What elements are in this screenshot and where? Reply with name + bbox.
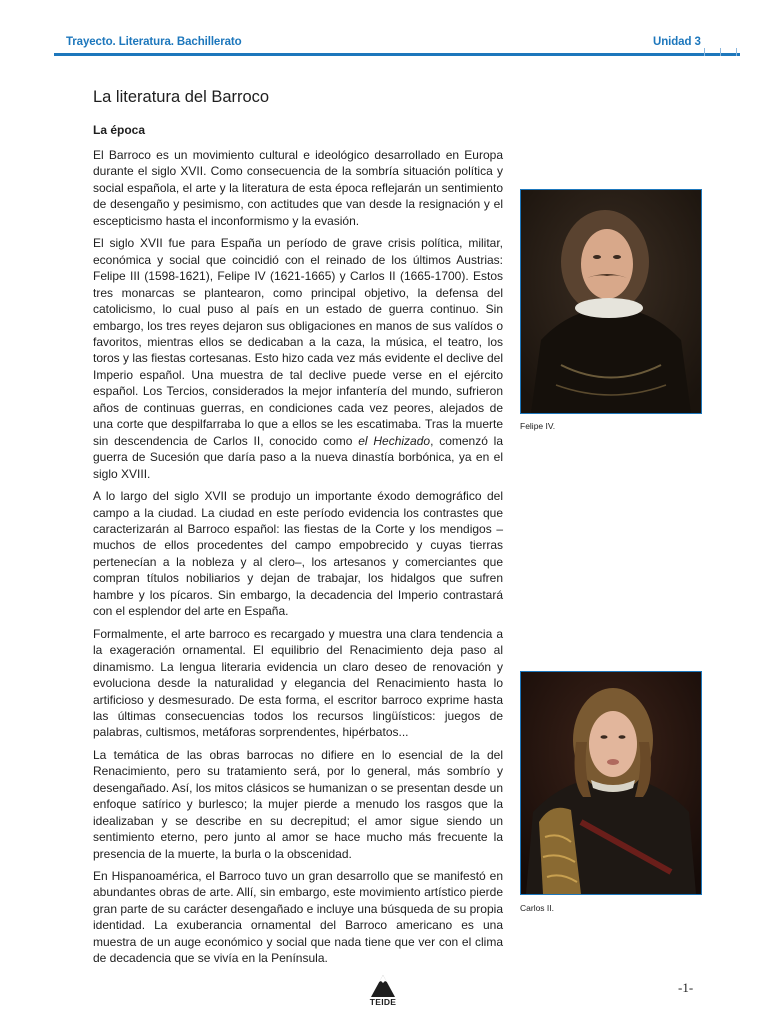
header-rule [54, 53, 740, 56]
header-tick [720, 48, 721, 56]
paragraph [93, 235, 503, 482]
paragraph: La temática de las obras barrocas no difiere en lo esencial de la del Renacimiento, pero su tratamiento será, por lo general, más sombrío y desengañado. Así, los mitos clásicos se humanizan o se presentan desde un enfoque satírico y burlesco; la mujer pierde a menudo los rasgos que la idealizaban y se describe en su decrepitud; el amor sigue siendo un sentimiento eterno, pero junto al amor se hace mucho más frecuente la presencia de la muerte, la burla o la obscenidad. [93, 747, 503, 861]
paragraph-text: El siglo XVII fue para España un período de grave crisis política, militar, económica y social que coincidió con el reinado de los últimos Austrias: Felipe III (1598-1621), Felipe IV (1621-1665) y Carlos II (1665-1700). Estos tres monarcas se plantearon, como principal objetivo, la defensa del catolicismo, lo cual puso al país en un estado de guerra continuo. Sin embargo, los tres reyes dejaron sus obligaciones en manos de sus valídos o favoritos, mientras ellos se dedicaban a la caza, la música, el teatro, los toros y las fiestas cortesanas. Esto hizo cada vez más evidente el declive del Imperio español. Una muestra de tal declive puede verse en el ejército español. Los Tercios, considerados la mejor infantería del mundo, sufrieron años de continuas guerras, en condiciones cada vez peores, alejados de una corte que despilfarraba lo que a ellos se les escatimaba. Tras la muerte sin descendencia de Carlos II, conocido como [93, 236, 503, 448]
carlos-ii-painting [521, 672, 701, 894]
paragraph: A lo largo del siglo XVII se produjo un importante éxodo demográfico del campo a la ciudad. La ciudad en este período evidencia los contrastes que caracterizarán al Barroco español: las fiestas de la Corte y los mendigos –muchos de ellos procedentes del campo empobrecido y cuyas tierras pertenecían a la nobleza y al clero–, los artesanos y comerciantes que compran títulos nobiliarios y dejan de trabajar, los hidalgos que sufren hambre y los pícaros. Sin embargo, la decadencia del Imperio contrastará con el esplendor del arte en España. [93, 489, 503, 619]
felipe-iv-portrait [520, 189, 702, 414]
header-title: Trayecto. Literatura. Bachillerato [66, 36, 242, 48]
paragraph: El Barroco es un movimiento cultural e ideológico desarrollado en Europa durante el siglo XVII. Como consecuencia de la sombría situación política y social española, el arte y la literatura de esta época reflejarán un sentimiento de desengaño y pesimismo, con actitudes que van desde la resignación y el escepticismo hasta el inconformismo y la evasión. [93, 148, 503, 228]
logo-text: TEIDE [369, 997, 397, 1007]
page-title: La literatura del Barroco [93, 88, 270, 106]
paragraph-text: , comenzó la guerra de Sucesión que daría paso a la nueva dinastía borbónica, ya en el siglo XVIII. [93, 433, 503, 481]
section-title: La época [93, 123, 146, 137]
paragraph: En Hispanoamérica, el Barroco tuvo un gran desarrollo que se manifestó en abundantes obras de arte. Allí, sin embargo, este movimiento artístico pierde gran parte de su carácter desengañado e incluye una búsqueda de su propia identidad. La exuberancia ornamental del Barroco americano es una muestra de un auge económico y social que nada tiene que ver con el clima de decadencia que se vivía en la Península. [93, 869, 503, 966]
header-unit: Unidad 3 [653, 36, 701, 48]
header-tick [736, 48, 737, 56]
paragraph: Formalmente, el arte barroco es recargado y muestra una clara tendencia a la exageración ornamental. El equilibrio del Renacimiento deja paso al dinamismo. La lengua literaria evidencia un claro deseo de renovación y evoluciona desde la naturalidad y elegancia del Renacimiento hasta lo artificioso y desmesurado. De esta forma, el escritor barroco exprime hasta las últimas consecuencias todos los recursos lingüísticos: juegos de palabras, cultismos, metáforas sorprendentes, hipérbatos... [93, 626, 503, 740]
body-text [93, 147, 503, 973]
caption-carlos: Carlos II. [520, 903, 555, 913]
emphasis: el Hechizado [358, 433, 431, 448]
carlos-ii-portrait [520, 671, 702, 895]
header-tick [704, 48, 705, 56]
caption-felipe: Felipe IV. [520, 421, 556, 431]
page-number: -1- [678, 980, 694, 995]
felipe-iv-painting [521, 190, 701, 413]
